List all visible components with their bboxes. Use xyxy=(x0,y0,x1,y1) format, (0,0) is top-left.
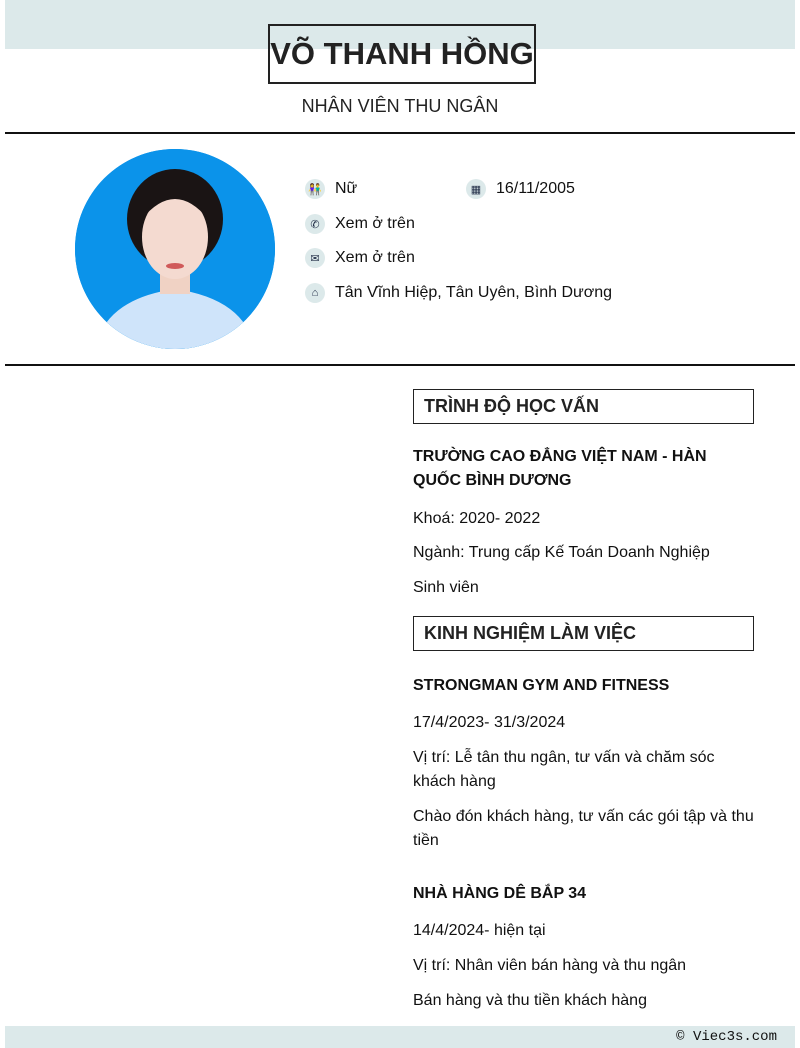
footer: © Viec3s.com xyxy=(5,1026,795,1048)
calendar-icon: ▦ xyxy=(466,179,486,199)
birthday-value: 16/11/2005 xyxy=(496,180,575,197)
birthday-item xyxy=(466,179,575,199)
home-icon: ⌂ xyxy=(305,283,325,303)
gender-value: Nữ xyxy=(335,180,358,197)
job-period: 14/4/2024- hiện tại xyxy=(413,922,546,939)
job-period: 17/4/2023- 31/3/2024 xyxy=(413,714,566,731)
email-item xyxy=(305,248,415,268)
education-major: Ngành: Trung cấp Kế Toán Doanh Nghiệp xyxy=(413,544,710,561)
address-item xyxy=(305,283,612,303)
job-description: Bán hàng và thu tiền khách hàng xyxy=(413,992,647,1009)
gender-item xyxy=(305,179,357,199)
job-description: Chào đón khách hàng, tư vấn các gói tập và thu tiền xyxy=(413,808,754,849)
phone-icon: ✆ xyxy=(305,214,325,234)
job-role: Vị trí: Lễ tân thu ngân, tư vấn và chăm sóc khách hàng xyxy=(413,749,715,790)
job-title: NHÂN VIÊN THU NGÂN xyxy=(301,96,499,116)
school-name: TRƯỜNG CAO ĐẲNG VIỆT NAM - HÀN QUỐC BÌNH DƯƠNG xyxy=(413,448,707,489)
job-company: NHÀ HÀNG DÊ BẮP 34 xyxy=(413,885,587,902)
divider xyxy=(5,364,795,366)
job-role: Vị trí: Nhân viên bán hàng và thu ngân xyxy=(413,957,687,974)
email-icon: ✉ xyxy=(305,248,325,268)
education-period: Khoá: 2020- 2022 xyxy=(413,510,541,527)
job-company: STRONGMAN GYM AND FITNESS xyxy=(413,677,670,694)
phone-item xyxy=(305,214,415,234)
avatar xyxy=(75,149,275,349)
education-status: Sinh viên xyxy=(413,579,479,596)
candidate-name: VÕ THANH HỒNG xyxy=(268,24,536,84)
gender-icon: 👫 xyxy=(305,179,325,199)
phone-value: Xem ở trên xyxy=(335,215,415,232)
email-value: Xem ở trên xyxy=(335,249,415,266)
divider xyxy=(5,132,795,134)
education-heading: TRÌNH ĐỘ HỌC VẤN xyxy=(413,389,754,424)
address-value: Tân Vĩnh Hiệp, Tân Uyên, Bình Dương xyxy=(335,284,613,301)
experience-heading: KINH NGHIỆM LÀM VIỆC xyxy=(413,616,754,651)
